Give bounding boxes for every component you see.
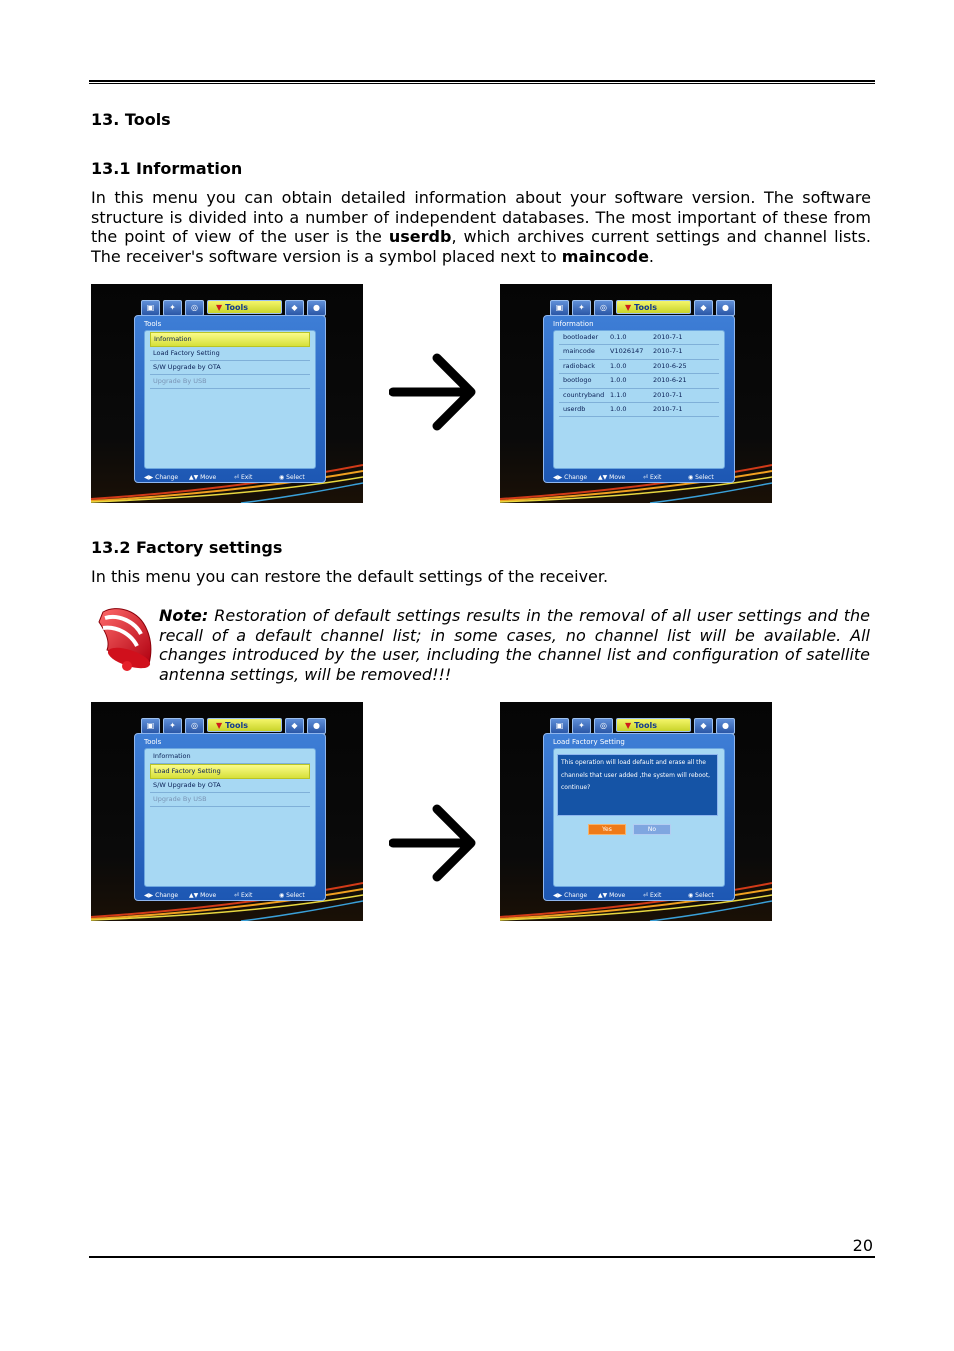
menu-item-information[interactable]: Information xyxy=(150,750,310,764)
hint-change: ◀▶ Change xyxy=(144,892,179,899)
footer-rule xyxy=(89,1256,875,1258)
left-right-icon: ◀▶ xyxy=(553,892,563,899)
screenshot-information xyxy=(500,284,772,503)
tab-channel-icon[interactable]: ✦ xyxy=(572,300,591,316)
tab-system-icon[interactable]: ◎ xyxy=(185,718,204,734)
hint-select: ◉ Select xyxy=(688,474,714,481)
information-panel xyxy=(543,315,735,483)
tools-icon: ▼ xyxy=(625,721,632,730)
ok-icon: ◉ xyxy=(279,892,285,899)
hint-exit: ⏎ Exit xyxy=(234,892,253,899)
hint-exit: ⏎ Exit xyxy=(234,474,253,481)
left-right-icon: ◀▶ xyxy=(553,474,563,481)
left-right-icon: ◀▶ xyxy=(144,474,154,481)
hint-select: ◉ Select xyxy=(688,892,714,899)
panel-title: Tools xyxy=(144,738,162,746)
hint-move: ▲▼ Move xyxy=(598,892,626,899)
hint-exit: ⏎ Exit xyxy=(643,892,662,899)
arrow-right-icon xyxy=(389,803,477,883)
tab-channel-icon[interactable]: ✦ xyxy=(163,300,182,316)
key-hints xyxy=(144,474,316,481)
tab-tools[interactable]: ▼ Tools xyxy=(616,718,691,732)
tools-icon: ▼ xyxy=(216,721,223,730)
tab-bar xyxy=(141,718,326,734)
ok-icon: ◉ xyxy=(688,474,694,481)
menu-item-usb-upgrade[interactable]: Upgrade By USB xyxy=(150,375,310,389)
tools-icon: ▼ xyxy=(625,303,632,312)
exit-icon: ⏎ xyxy=(643,474,649,481)
table-row: radioback 1.0.0 2010-6-25 xyxy=(559,360,719,374)
tab-tools[interactable]: ▼ Tools xyxy=(616,300,691,314)
hint-change: ◀▶ Change xyxy=(553,892,588,899)
tab-bar xyxy=(550,300,735,316)
info-table xyxy=(553,330,725,469)
confirm-message: This operation will load default and erase all the channels that user added ,the system will reboot, continue? xyxy=(557,754,718,816)
panel-title: Tools xyxy=(144,320,162,328)
tools-panel xyxy=(134,733,326,901)
exit-icon: ⏎ xyxy=(643,892,649,899)
up-down-icon: ▲▼ xyxy=(189,892,199,899)
hint-change: ◀▶ Change xyxy=(144,474,179,481)
information-paragraph: In this menu you can obtain detailed information about your software version. The software structure is divided into a number of independent databases. The most important of these from the point of view of the user is the userdb, which archives current settings and channel lists. The receiver's software version is a symbol placed next to maincode. xyxy=(91,188,871,266)
key-hints xyxy=(144,892,316,899)
panel-title: Information xyxy=(553,320,594,328)
tools-icon: ▼ xyxy=(216,303,223,312)
up-down-icon: ▲▼ xyxy=(598,892,608,899)
menu-item-information[interactable]: Information xyxy=(150,332,310,347)
tab-system-icon[interactable]: ◎ xyxy=(594,718,613,734)
menu-list xyxy=(144,330,316,469)
menu-item-ota-upgrade[interactable]: S/W Upgrade by OTA xyxy=(150,779,310,793)
table-row: countryband 1.1.0 2010-7-1 xyxy=(559,389,719,403)
menu-item-usb-upgrade[interactable]: Upgrade By USB xyxy=(150,793,310,807)
section-title-information: 13.1 Information xyxy=(91,159,243,178)
tab-channel-icon[interactable]: ✦ xyxy=(163,718,182,734)
tab-media-icon[interactable]: ● xyxy=(716,300,735,316)
up-down-icon: ▲▼ xyxy=(598,474,608,481)
tab-installation-icon[interactable]: ▣ xyxy=(550,718,569,734)
tab-bar xyxy=(550,718,735,734)
note-paragraph: Note: Restoration of default settings results in the removal of all user settings and the recall of a default channel list; in some cases, no channel list will be available. All changes introduced by the user, including the channel list and configuration of satellite antenna settings, will be removed!!! xyxy=(159,606,870,684)
hint-select: ◉ Select xyxy=(279,474,305,481)
tab-tools[interactable]: ▼ Tools xyxy=(207,300,282,314)
tab-game-icon[interactable]: ◆ xyxy=(285,300,304,316)
yes-button[interactable]: Yes xyxy=(588,824,626,835)
bell-warning-icon xyxy=(93,604,155,674)
hint-change: ◀▶ Change xyxy=(553,474,588,481)
arrow-right-icon xyxy=(389,352,477,432)
tab-installation-icon[interactable]: ▣ xyxy=(141,718,160,734)
table-row: bootloader 0.1.0 2010-7-1 xyxy=(559,331,719,345)
menu-item-load-factory[interactable]: Load Factory Setting xyxy=(150,347,310,361)
screenshot-factory-dialog xyxy=(500,702,772,921)
key-hints xyxy=(553,892,725,899)
table-row: bootlogo 1.0.0 2010-6-21 xyxy=(559,374,719,388)
table-row: maincode V1026147 2010-7-1 xyxy=(559,345,719,359)
up-down-icon: ▲▼ xyxy=(189,474,199,481)
section-title-factory: 13.2 Factory settings xyxy=(91,538,283,557)
tab-media-icon[interactable]: ● xyxy=(716,718,735,734)
tab-installation-icon[interactable]: ▣ xyxy=(141,300,160,316)
ok-icon: ◉ xyxy=(688,892,694,899)
table-row: userdb 1.0.0 2010-7-1 xyxy=(559,403,719,417)
tab-media-icon[interactable]: ● xyxy=(307,300,326,316)
section-title-tools: 13. Tools xyxy=(91,110,171,129)
left-right-icon: ◀▶ xyxy=(144,892,154,899)
hint-exit: ⏎ Exit xyxy=(643,474,662,481)
tab-channel-icon[interactable]: ✦ xyxy=(572,718,591,734)
tools-panel xyxy=(134,315,326,483)
tab-system-icon[interactable]: ◎ xyxy=(185,300,204,316)
no-button[interactable]: No xyxy=(633,824,671,835)
exit-icon: ⏎ xyxy=(234,474,240,481)
key-hints xyxy=(553,474,725,481)
tab-bar xyxy=(141,300,326,316)
exit-icon: ⏎ xyxy=(234,892,240,899)
menu-item-ota-upgrade[interactable]: S/W Upgrade by OTA xyxy=(150,361,310,375)
header-rule xyxy=(89,80,875,84)
tab-system-icon[interactable]: ◎ xyxy=(594,300,613,316)
hint-select: ◉ Select xyxy=(279,892,305,899)
hint-move: ▲▼ Move xyxy=(189,892,217,899)
screenshot-tools-menu xyxy=(91,284,363,503)
tab-tools[interactable]: ▼ Tools xyxy=(207,718,282,732)
tab-game-icon[interactable]: ◆ xyxy=(285,718,304,734)
tab-installation-icon[interactable]: ▣ xyxy=(550,300,569,316)
hint-move: ▲▼ Move xyxy=(598,474,626,481)
tab-game-icon[interactable]: ◆ xyxy=(694,718,713,734)
menu-list xyxy=(144,748,316,887)
page-number: 20 xyxy=(852,1236,873,1255)
menu-item-load-factory[interactable]: Load Factory Setting xyxy=(150,764,310,779)
factory-paragraph: In this menu you can restore the default settings of the receiver. xyxy=(91,567,609,586)
tab-game-icon[interactable]: ◆ xyxy=(694,300,713,316)
factory-panel xyxy=(543,733,735,901)
hint-move: ▲▼ Move xyxy=(189,474,217,481)
panel-title: Load Factory Setting xyxy=(553,738,625,746)
tab-media-icon[interactable]: ● xyxy=(307,718,326,734)
screenshot-tools-menu-factory xyxy=(91,702,363,921)
dialog-area xyxy=(553,748,725,887)
ok-icon: ◉ xyxy=(279,474,285,481)
